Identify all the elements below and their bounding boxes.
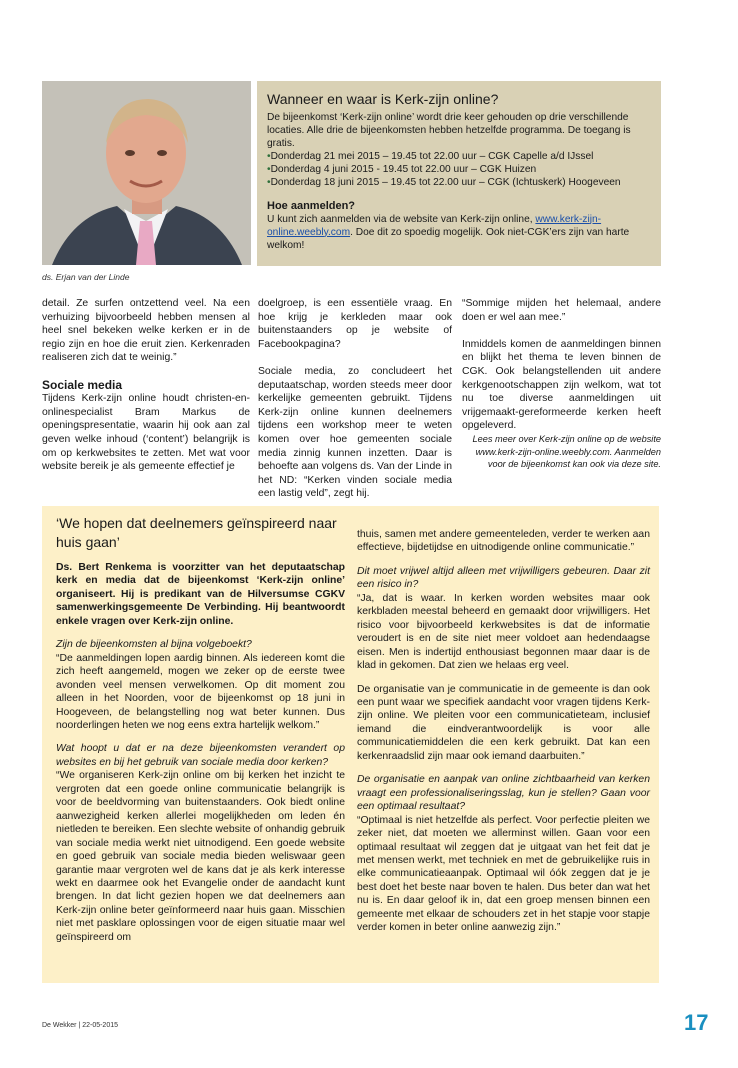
signup-text: U kunt zich aanmelden via de website van Kerk-zijn online, www.kerk-zijn-online.weebly.com. Doe dit zo spoedig mogelijk. Ook niet-CGK’ers zijn van harte welkom! [267,213,630,251]
interview-title: ‘We hopen dat deelnemers geïnspireerd naar huis gaan’ [56,515,337,550]
interview-lead: Ds. Bert Renkema is voorzitter van het deputaatschap kerk en media dat de bijeenkomst ‘Kerk-zijn online’ organiseert. Hij is predikant van de Hilversumse CGKV samenwerkingsgemeente De Verbinding. Hij beantwoordt enkele vragen over Kerk-zijn online. [56,562,345,627]
section-heading: Sociale media [42,377,123,392]
interview-answer: “De aanmeldingen lopen aardig binnen. Als iedereen komt die zich heeft aangemeld, mogen we zeker op de eerste twee avonden veel mensen verwelkomen. Op dit moment zou alleen in het Noorden, voor de bijeenkomst op 18 juni in Hoogeveen, de belangstelling nog wat beter kunnen. Dus noorderlingen heten we nog eens extra hartelijk welkom.” [56,652,345,731]
interview-answer: “We organiseren Kerk-zijn online om bij kerken het inzicht te vergroten dat een goede online communicatie belangrijk is voor de beeldvorming van buitenstaanders. Ook biedt online aanwezigheid kerken allerlei mogelijkheden om leden én nietleden te bereiken. Een slechte website of onhandig gebruik van sociale media werkt niet uitnodigend. Een goede website en goed gebruik van sociale media bieden weliswaar geen garantie maar vergroten wel de kans dat je als kerk interesse wekt en daarmee ook het Evangelie onder de aandacht kunt brengen. In dat licht gezien hopen we dat deelnemers aan Kerk-zijn online beter geïnformeerd naar huis gaan. Misschien niet met pasklare oplossingen voor de eigen situatie maar wel geïnspireerd om [56,770,345,943]
article-paragraph: detail. Ze surfen ontzettend veel. Na een verhuizing bijvoorbeeld hebben mensen al heel snel bekeken welke kerken er in de regio zijn en hoe die eruit zien. Kerkenraden realiseren zich dat te weinig.” [42,298,250,364]
interview-question: De organisatie en aanpak van online zichtbaarheid van kerken vraagt een professionaliseringsslag, kun je stellen? Gaan voor een optimaal resultaat? [357,774,650,813]
interview-question: Zijn de bijeenkomsten al bijna volgeboekt? [56,639,252,651]
article-column-2 [258,297,452,501]
portrait-illustration [42,81,251,265]
article-paragraph: Tijdens Kerk-zijn online houdt christen-en-onlinespecialist Bram Markus de openingspresentatie, waarin hij ook aan zal geven welke inhoud (‘content’) belangrijk is om op kerkwebsites te zetten. Met wat voor website bereik je als gemeente effectief je [42,393,250,473]
interview-question: Wat hoopt u dat er na deze bijeenkomsten verandert op websites en bij het gebruik van sociale media door kerken? [56,743,345,768]
interview-answer: De organisatie van je communicatie in de gemeente is dan ook een punt waar we specifiek aandacht voor vragen tijdens Kerk-zijn online. We pleiten voor een communicatieteam, inclusief iemand die eindverantwoordelijk is voor alle communicatiemiddelen die een kerk gebruikt. Dat kan een kerkenraadslid zijn maar ook iemand daarbuiten.” [357,683,650,762]
date-item: •Donderdag 18 juni 2015 – 19.45 tot 22.00 uur – CGK (Ichtuskerk) Hoogeveen [267,177,621,189]
date-item: •Donderdag 4 juni 2015 - 19.45 tot 22.00 uur – CGK Huizen [267,164,537,176]
interview-column-1 [56,514,345,944]
interview-answer: “Ja, dat is waar. In kerken worden websites maar ook kerkbladen meestal beheerd en gemaakt door vrijwilligers. Het risico voor bijvoorbeeld kerkwebsites is dat de informatie veroudert is en de site niet meer voldoet aan hedendaagse eisen. Men is indertijd enthousiast begonnen maar daar is de klad in gekomen. Dat zien we helaas erg veel. [357,592,650,672]
info-box-intro: De bijeenkomst ‘Kerk-zijn online’ wordt drie keer gehouden op drie verschillende locaties. Alle drie de bijeenkomsten hebben hetzelfde programma. De toegang is gratis. [267,112,631,150]
interview-column-2 [357,528,650,935]
interview-question: Dit moet vrijwel altijd alleen met vrijwilligers gebeuren. Daar zit een risico in? [357,565,650,591]
portrait-photo [42,81,251,265]
article-paragraph: “Sommige mijden het helemaal, andere doen er wel aan mee.” [462,298,661,323]
info-box-title: Wanneer en waar is Kerk-zijn online? [267,91,499,107]
signup-link[interactable]: www.kerk-zijn-online.weebly.com [267,213,602,238]
photo-caption: ds. Erjan van der Linde [42,272,130,282]
date-item: •Donderdag 21 mei 2015 – 19.45 tot 22.00 uur – CGK Capelle a/d IJssel [267,151,594,163]
interview-answer: thuis, samen met andere gemeenteleden, verder te werken aan effectieve, bijdetijdse en uitnodigende online communicatie.” [357,529,650,554]
bullet-icon: • [267,151,271,163]
info-box [257,81,661,266]
article-column-1 [42,297,250,474]
article-column-3 [462,297,661,471]
page-number: 17 [684,1010,709,1035]
read-more-note: Lees meer over Kerk-zijn online op de website www.kerk-zijn-online.weebly.com. Aanmelden voor de bijeenkomst kan ook via deze site. [472,433,661,470]
article-paragraph: Sociale media, zo concludeert het deputaatschap, worden steeds meer door kerkelijke gemeenten gebruikt. Tijdens Kerk-zijn online kunnen deelnemers tijdens een workshop meer te weten komen over hoe gemeenten sociale media zinnig kunnen inzetten. Daar is behoefte aan volgens ds. Van der Linde in het ND: “Kerken vinden sociale media een lastig veld”, zegt hij. [258,365,452,500]
footer-text: De Wekker | 22-05-2015 [42,1022,119,1029]
signup-heading: Hoe aanmelden? [267,199,356,212]
interview-answer: “Optimaal is niet hetzelfde als perfect. Voor perfectie pleiten we zeker niet, dat moeten we allerminst willen. Gaan voor een optimaal resultaat wil zeggen dat je uitgaat van het feit dat je met mensen werkt, met techniek en met de gebruikelijke ruis in elke communicatieaanpak. Optimaal wil óók zeggen dat je je best doet het beste naar boven te halen. Dus beter dan wat het nu is. En daar geloof ik in, dat een groep mensen binnen een gemeente met elkaar de schouders zet in het stapje voor stapje verder komen in beter online aanwezig zijn.” [357,814,650,934]
bullet-icon: • [267,177,271,189]
bullet-icon: • [267,164,271,176]
article-paragraph: Inmiddels komen de aanmeldingen binnen en blijkt het thema te leven binnen de CGK. Ook belangstellenden uit andere kerkgenootschappen zijn welkom, wat tot nu toe diverse aanmeldingen uit vrijgemaakt-gereformeerde kerken heeft opgeleverd. [462,338,661,432]
article-paragraph: doelgroep, is een essentiële vraag. En hoe krijg je kerkleden maar ook buitenstaanders op je website of Facebookpagina? [258,298,452,350]
